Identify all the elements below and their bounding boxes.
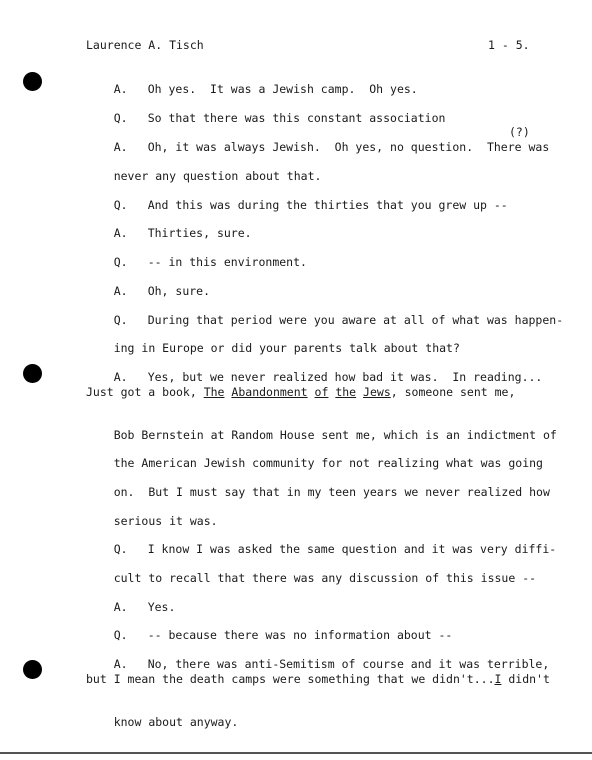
speaker-label: A.	[113, 284, 128, 298]
line-text: Thirties, sure.	[147, 226, 252, 240]
book-title-word: Jews	[363, 385, 391, 399]
interviewee-name: Laurence A. Tisch	[86, 38, 204, 52]
speaker-label: A.	[113, 657, 128, 671]
speaker-label: Q.	[113, 542, 128, 556]
speaker-label: Q.	[113, 255, 128, 269]
line-text: didn't	[501, 672, 550, 686]
speaker-label: Q.	[113, 628, 128, 642]
speaker-label: Q.	[113, 313, 128, 327]
line-text: cult to recall that there was any discussion of this issue --	[113, 571, 537, 585]
transcript-line	[86, 672, 556, 686]
line-text: So that there was this constant association	[147, 111, 446, 125]
line-text: on. But I must say that in my teen years we never realized how	[113, 485, 550, 499]
binder-hole-top	[23, 72, 42, 91]
uncertain-note: (?)	[509, 125, 530, 139]
line-text: , someone sent me,	[390, 385, 516, 399]
line-text: Oh yes. It was a Jewish camp. Oh yes.	[147, 82, 418, 96]
line-text: During that period were you aware at all of what was happen-	[147, 313, 564, 327]
line-text: -- because there was no information about --	[147, 628, 453, 642]
binder-hole-bottom	[23, 660, 42, 679]
book-title-word: of	[314, 385, 329, 399]
line-text: serious it was.	[113, 514, 218, 528]
line-text: the American Jewish community for not realizing what was going	[113, 456, 543, 470]
line-text: Just got a book,	[86, 385, 204, 399]
line-text: never any question about that.	[113, 169, 322, 183]
speaker-label: Q.	[113, 111, 128, 125]
book-title-word: the	[335, 385, 357, 399]
book-title-word: Abandonment	[231, 385, 308, 399]
transcript-line	[86, 701, 556, 743]
emphasized-word: I	[494, 672, 502, 686]
page-number: 1 - 5.	[488, 38, 530, 52]
page-bottom-edge	[0, 752, 592, 754]
speaker-label: A.	[113, 370, 128, 384]
speaker-label: A.	[113, 82, 128, 96]
line-text: -- in this environment.	[147, 255, 307, 269]
speaker-label: A.	[113, 140, 128, 154]
line-text: No, there was anti-Semitism of course and it was terrible,	[147, 657, 550, 671]
transcript-line	[86, 385, 556, 399]
line-text: Yes, but we never realized how bad it was. In reading...	[147, 370, 543, 384]
line-text: I know I was asked the same question and it was very diffi-	[147, 542, 557, 556]
line-text: Bob Bernstein at Random House sent me, which is an indictment of	[113, 428, 557, 442]
line-text: ing in Europe or did your parents talk about that?	[113, 341, 460, 355]
speaker-label: Q.	[113, 198, 128, 212]
speaker-label: A.	[113, 226, 128, 240]
line-text: Yes.	[147, 600, 176, 614]
line-text: Oh, sure.	[147, 284, 211, 298]
speaker-label: A.	[113, 600, 128, 614]
binder-hole-middle	[23, 364, 42, 383]
line-text: but I mean the death camps were something that we didn't...	[86, 672, 495, 686]
line-text: Oh, it was always Jewish. Oh yes, no question. There was	[147, 140, 550, 154]
line-text: know about anyway.	[113, 715, 239, 729]
line-text: And this was during the thirties that you grew up --	[147, 198, 508, 212]
book-title-word: The	[203, 385, 225, 399]
